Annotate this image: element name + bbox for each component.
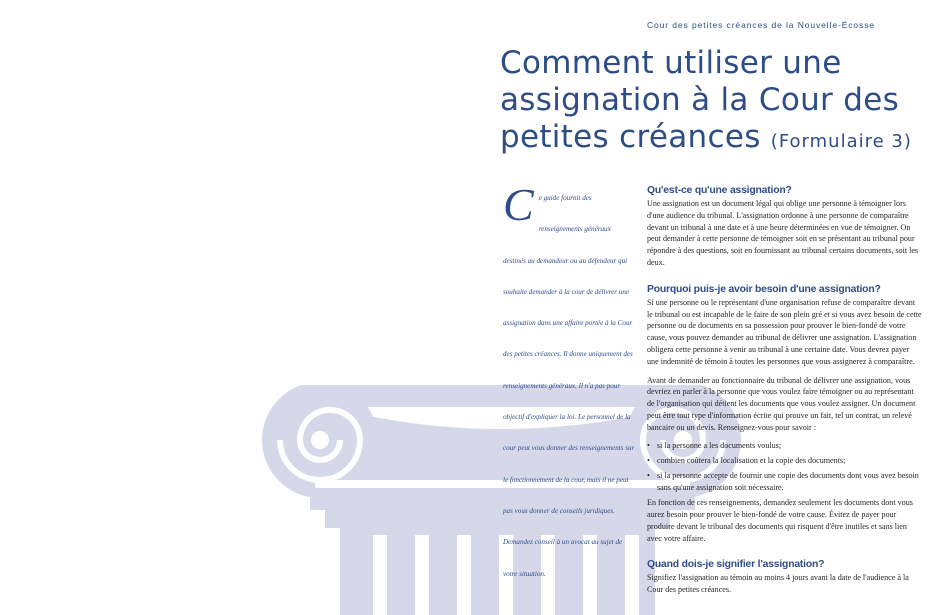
paragraph-what: Une assignation est un document légal qui oblige une personne à témoigner lors d'une audience du tribunal. L'assignation ordonne à une personne de comparaître devant un tribunal à une date et à une heure déterminées en vue de témoigner. On peut demander à cette personne de témoigner soit en se présentant au tribunal pour répondre à des questions, soit en fournissant au tribunal certains documents, soit les deux. [647, 199, 919, 267]
paragraph-why-2: Avant de demander au fonctionnaire du tribunal de délivrer une assignation, vous devriez en parler à la personne que vous voulez faire témoigner ou au représentant de l'organisation qui détient les documents que vous voulez assigner. Un document peut être tout type d'information écrite qui prouve un fait, tel un contrat, un relevé bancaire ou un devis. Renseignez-vous pour savoir : [647, 375, 916, 432]
heading-when: Quand dois-je signifier l'assignation? [647, 559, 825, 571]
page-title [500, 45, 940, 160]
list-item: • si la personne accepte de fournir une copie des documents dont vous avez besoin sans qu'une assignation soit nécessaire. [647, 470, 922, 494]
list-item: • combien coûtera la localisation et la copie des documents; [647, 455, 922, 467]
intro-paragraph [503, 179, 635, 590]
heading-why: Pourquoi puis-je avoir besoin d'une assignation? [647, 283, 881, 295]
main-content [647, 185, 922, 596]
paragraph-when: Signifiez l'assignation au témoin au moins 4 jours avant la date de l'audience à la Cour des petites créances. [647, 573, 909, 595]
paragraph-why-1: Si une personne ou le représentant d'une organisation refuse de comparaître devant le tribunal ou est incapable de le faire de son plein gré et si vous avez besoin de cette personne ou de documents en sa possession pour prouver le bien-fondé de votre cause, vous pouvez demander au tribunal de délivrer une assignation. L'assignation obligera cette personne à venir au tribunal à une certaine date. Vous devrez payer une indemnité de témoin à toutes les personnes que vous assignerez à comparaître. [647, 297, 922, 366]
title-line-3: petites créances [500, 119, 761, 155]
list-item: • si la personne a les documents voulus; [647, 440, 922, 452]
heading-what: Qu'est-ce qu'une assignation? [647, 185, 792, 196]
bullet-list [647, 440, 922, 494]
title-line-1: Comment utiliser une [500, 45, 842, 81]
drop-cap: C [503, 179, 534, 230]
publication-header: Cour des petites créances de la Nouvelle-Écosse [647, 20, 875, 30]
form-number: (Formulaire 3) [770, 131, 912, 152]
intro-text: e guide fournit des renseignements généraux destinés au demandeur ou au défendeur qui souhaite demander à la cour de délivrer une assignation dans une affaire portée à la Cour des petites créances. Il donne uniquement des renseignements généraux. Il n'a pas pour objectif d'expliquer la loi. Le personnel de la cour peut vous donner des renseignements sur le fonctionnement de la cour, mais il ne peut pas vous donner de conseils juridiques. Demandez conseil à un avocat au sujet de votre situation. [503, 194, 635, 578]
paragraph-why-3: En fonction de ces renseignements, demandez seulement les documents dont vous aurez besoin pour prouver le bien-fondé de votre cause. Évitez de payer pour produire devant le tribunal des documents qui risquent d'être inutiles et sans lien avec votre affaire. [647, 498, 913, 543]
title-line-2: assignation à la Cour des [500, 82, 900, 118]
